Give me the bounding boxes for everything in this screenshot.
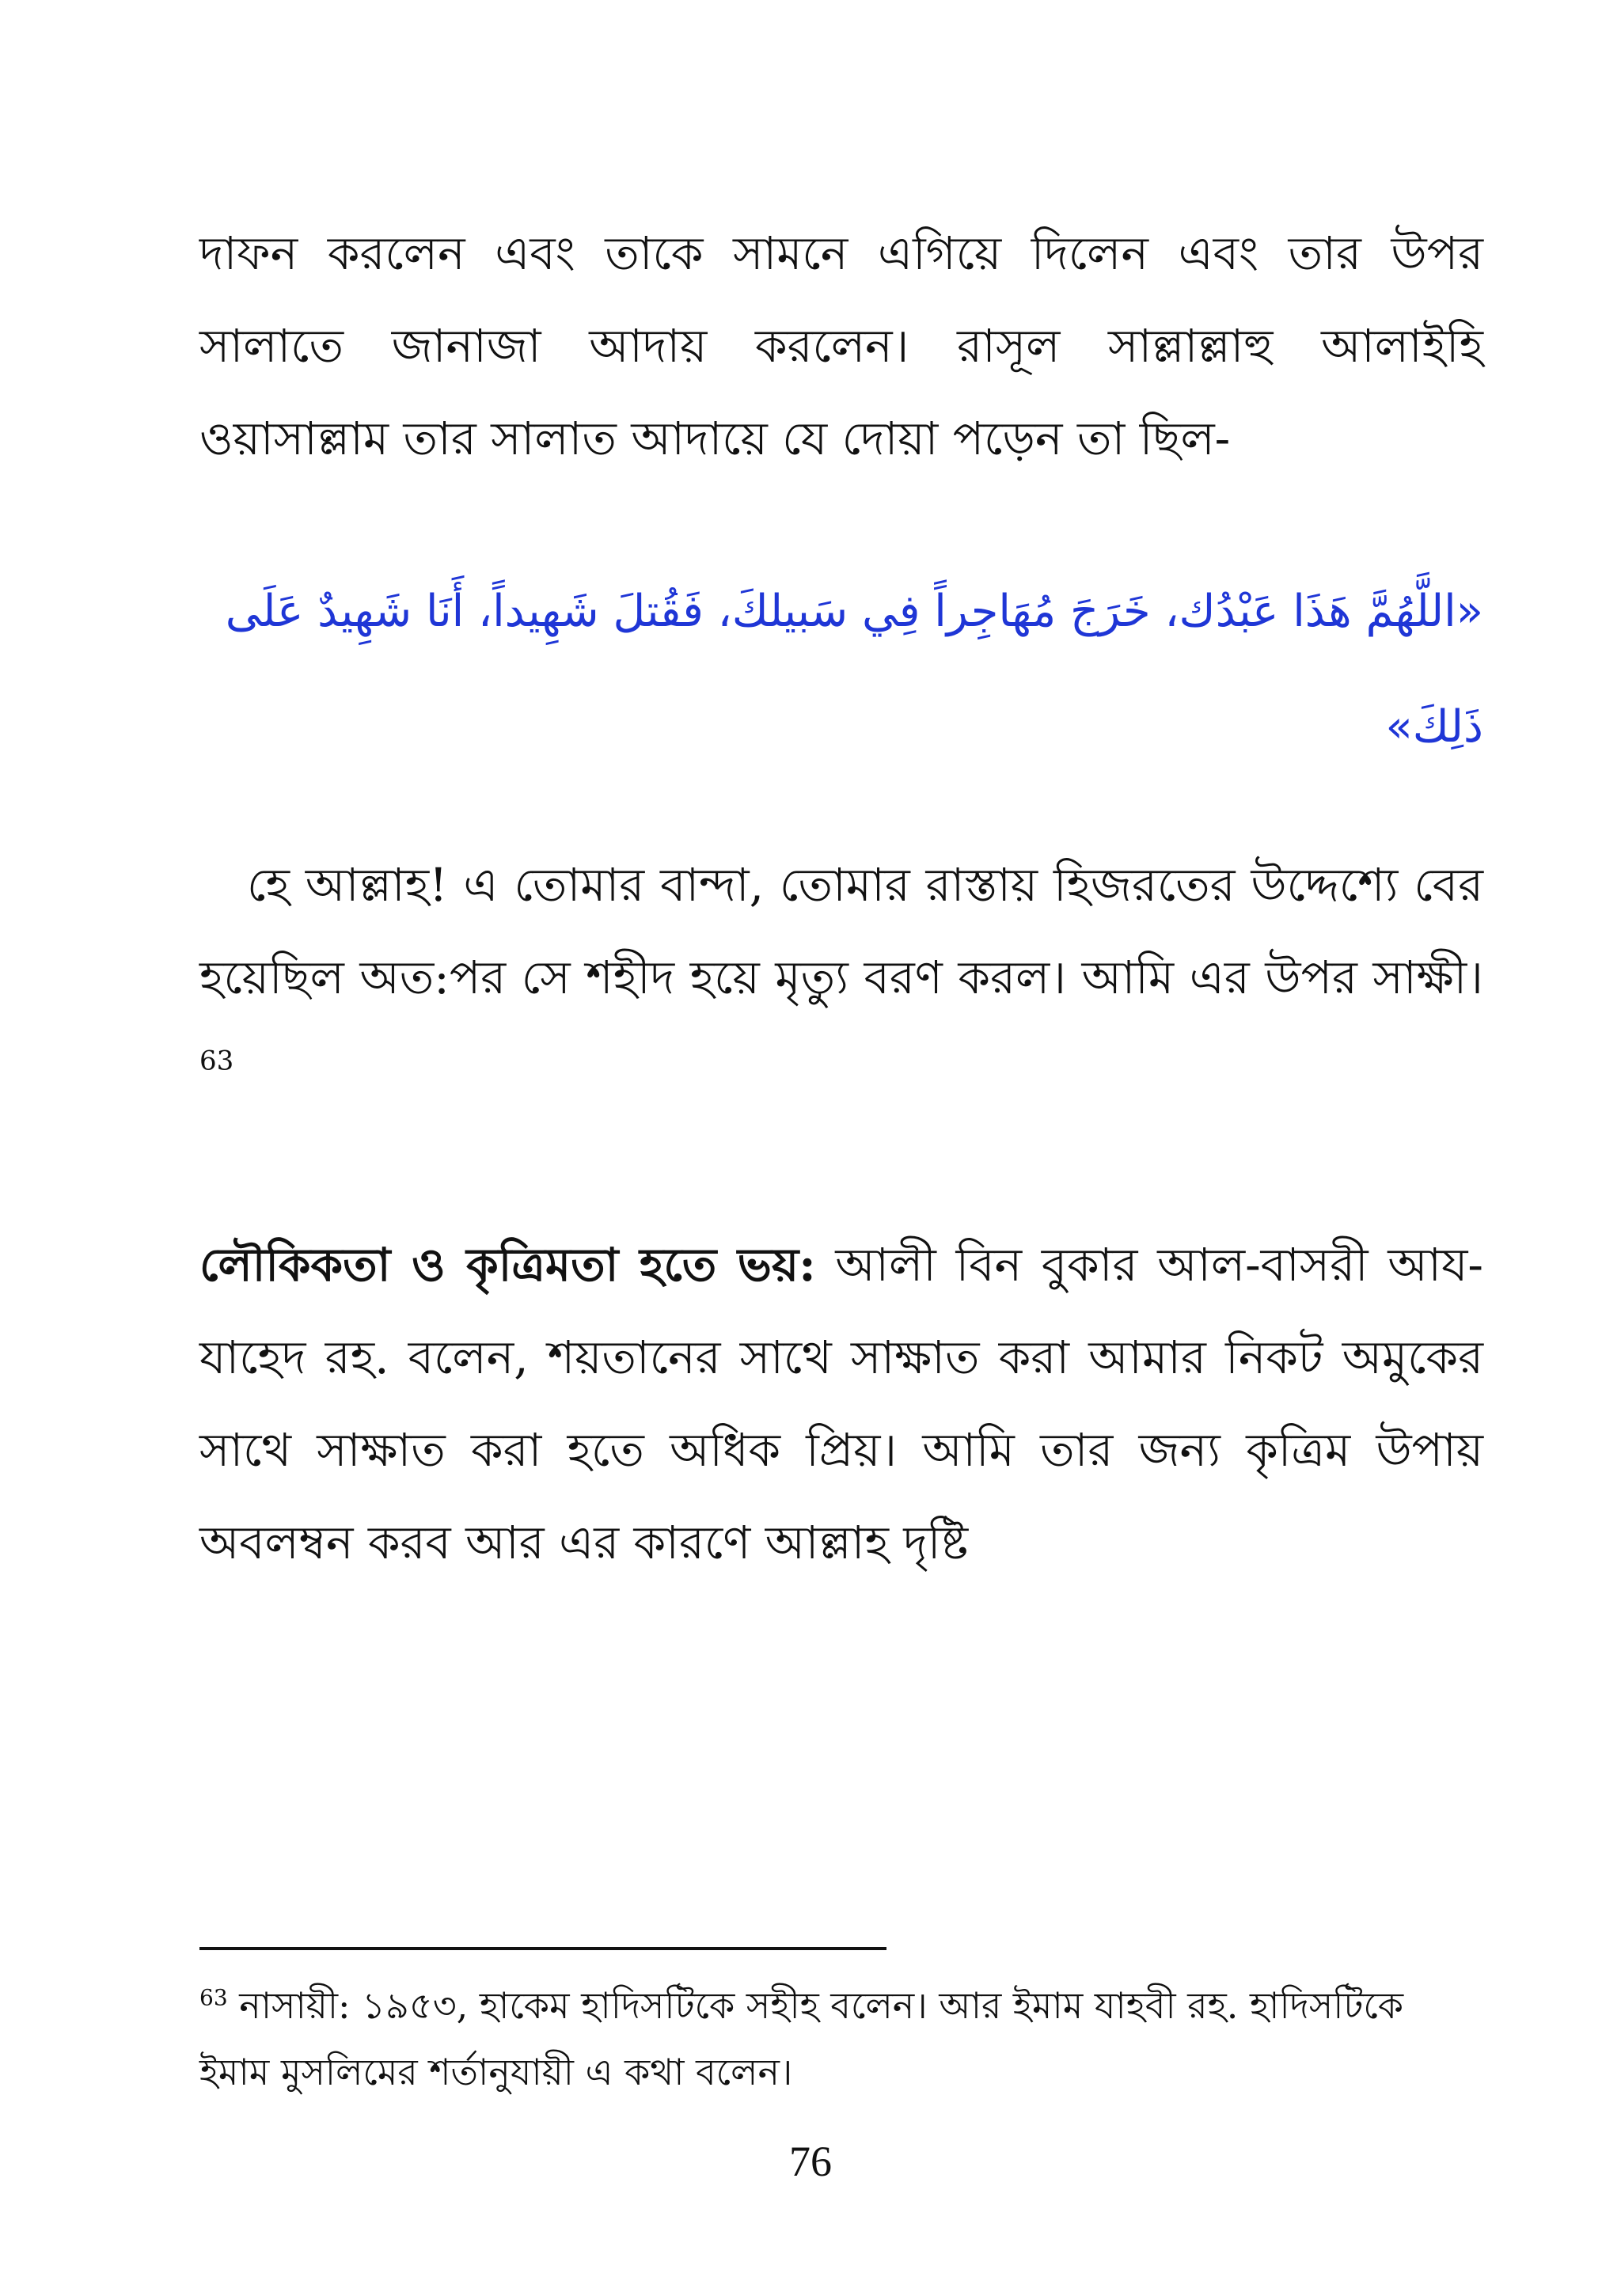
footnote-number: 63 <box>199 1984 228 2011</box>
footnote <box>199 1972 1483 2105</box>
arabic-dua: «اللَّهُمَّ هَذَا عَبْدُك، خَرَجَ مُهَاجِراً فِي سَبيلكَ، فَقُتلَ شَهِيداً، أَنَا شَهِيدٌ عَلَى ذَلِكَ» <box>225 586 1483 753</box>
paragraph-section <box>199 1219 1483 1589</box>
paragraph-translation <box>199 839 1483 1117</box>
translation-text: হে আল্লাহ! এ তোমার বান্দা, তোমার রাস্তায় হিজরতের উদ্দেশ্যে বের হয়েছিল অত:পর সে শহীদ হয়ে মৃত্যু বরণ করল। আমি এর উপর সাক্ষী। <box>199 858 1483 1004</box>
page-number: 76 <box>789 2138 832 2185</box>
section-heading: লৌকিকতা ও কৃত্রিমতা হতে ভয়: <box>199 1238 816 1292</box>
footnote-divider <box>199 1947 886 1950</box>
section-text: আলী বিন বুকার আল-বাসরী আয-যাহেদ রহ. বলেন, শয়তানের সাথে সাক্ষাত করা আমার নিকট অমুকের সাথে সাক্ষাত করা হতে অধিক প্রিয়। আমি তার জন্য কৃত্রিম উপায় অবলম্বন করব আর এর কারণে আল্লাহ দৃষ্টি <box>199 1238 1483 1569</box>
paragraph-burial: দাফন করলেন এবং তাকে সামনে এগিয়ে দিলেন এবং তার উপর সালাতে জানাজা আদায় করলেন। রাসূল সাল্লাল্লাহু আলাইহি ওয়াসাল্লাম তার সালাত আদায়ে যে দোয়া পড়েন তা ছিল- <box>199 226 1483 465</box>
footnote-reference[interactable]: 63 <box>199 1045 234 1077</box>
footnote-text: নাসায়ী: ১৯৫৩, হাকেম হাদিসটিকে সহীহ বলেন। আর ইমাম যাহবী রহ. হাদিসটিকে ইমাম মুসলিমের শর্তানুযায়ী এ কথা বলেন। <box>199 1984 1404 2093</box>
